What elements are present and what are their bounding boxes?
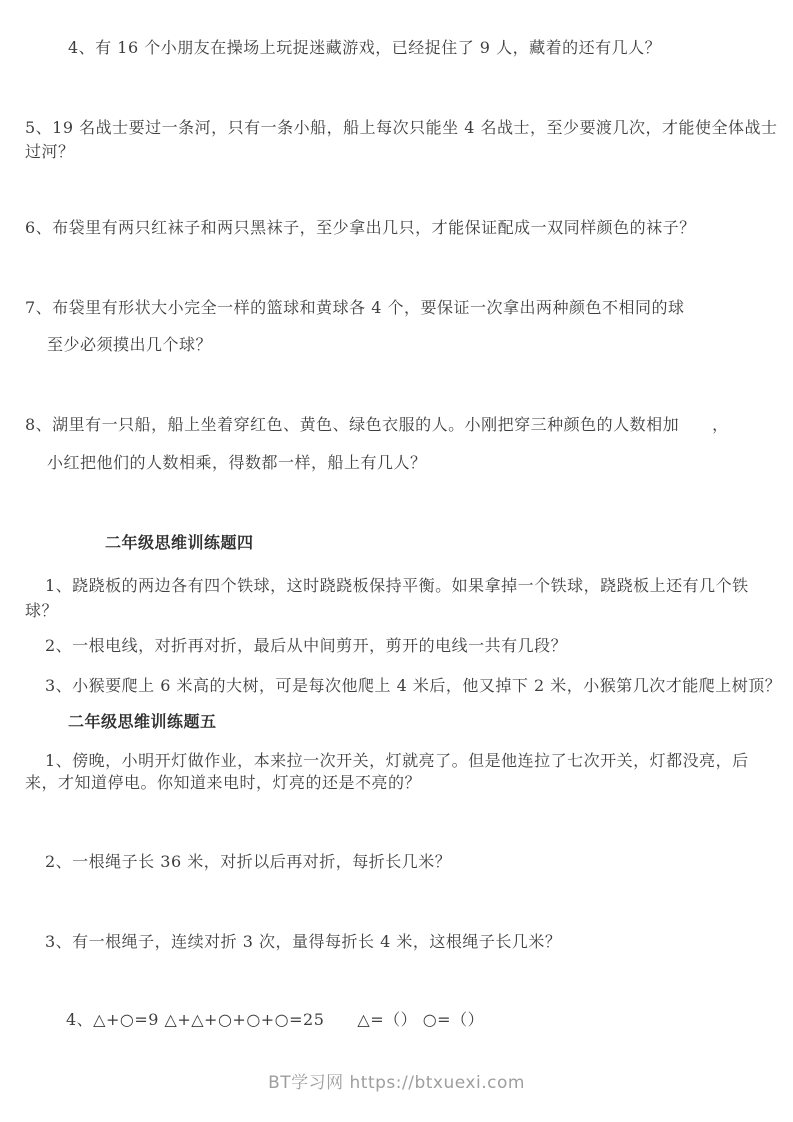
- question-5-line1: 5、19 名战士要过一条河，只有一条小船，船上每次只能坐 4 名战士，至少要渡几次，才能使全体战士: [25, 118, 778, 137]
- section4-title: 二年级思维训练题四: [105, 533, 254, 552]
- section4-question-3-text: 3、小猴要爬上 6 米高的大树，可是每次他爬上 4 米后，他又掉下 2 米，小猴第几次才能爬上树顶？: [45, 676, 782, 695]
- section5-question-1-line2: 来，才知道停电。你知道来电时，灯亮的还是不亮的？: [25, 773, 422, 792]
- section5-title: 二年级思维训练题五: [68, 712, 217, 731]
- question-8-line1: 8、湖里有一只船，船上坐着穿红色、黄色、绿色衣服的人。小刚把穿三种颜色的人数相加 ，: [25, 415, 729, 434]
- section5-question-1-line1: 1、傍晚，小明开灯做作业，本来拉一次开关，灯就亮了。但是他连拉了七次开关，灯都没亮，后: [45, 751, 749, 770]
- section4-question-2-text: 2、一根电线，对折再对折，最后从中间剪开，剪开的电线一共有几段？: [45, 636, 568, 655]
- question-8-line2: 小红把他们的人数相乘，得数都一样，船上有几人？: [47, 453, 427, 472]
- watermark-site-url: BT学习网 https://btxuexi.com: [268, 1073, 525, 1093]
- question-5-line2: 过河？: [25, 142, 75, 161]
- section5-question-2-text: 2、一根绳子长 36 米，对折以后再对折，每折长几米？: [45, 852, 452, 871]
- section4-question-1-line1: 1、跷跷板的两边各有四个铁球，这时跷跷板保持平衡。如果拿掉一个铁球，跷跷板上还有几个铁: [45, 576, 749, 595]
- question-7-line2: 至少必须摸出几个球？: [47, 335, 213, 354]
- section5-question-4-equation: 4、△+○=9 △+△+○+○+○=25 △=（） ○=（）: [66, 1010, 485, 1029]
- question-6-text: 6、布袋里有两只红袜子和两只黑袜子，至少拿出几只，才能保证配成一双同样颜色的袜子？: [25, 218, 696, 237]
- question-4-text: 4、有 16 个小朋友在操场上玩捉迷藏游戏，已经捉住了 9 人，藏着的还有几人？: [68, 38, 662, 57]
- section4-question-1-line2: 球？: [25, 601, 59, 620]
- question-7-line1: 7、布袋里有形状大小完全一样的篮球和黄球各 4 个，要保证一次拿出两种颜色不相同的球: [25, 298, 685, 317]
- section5-question-3-text: 3、有一根绳子，连续对折 3 次，量得每折长 4 米，这根绳子长几米？: [45, 932, 562, 951]
